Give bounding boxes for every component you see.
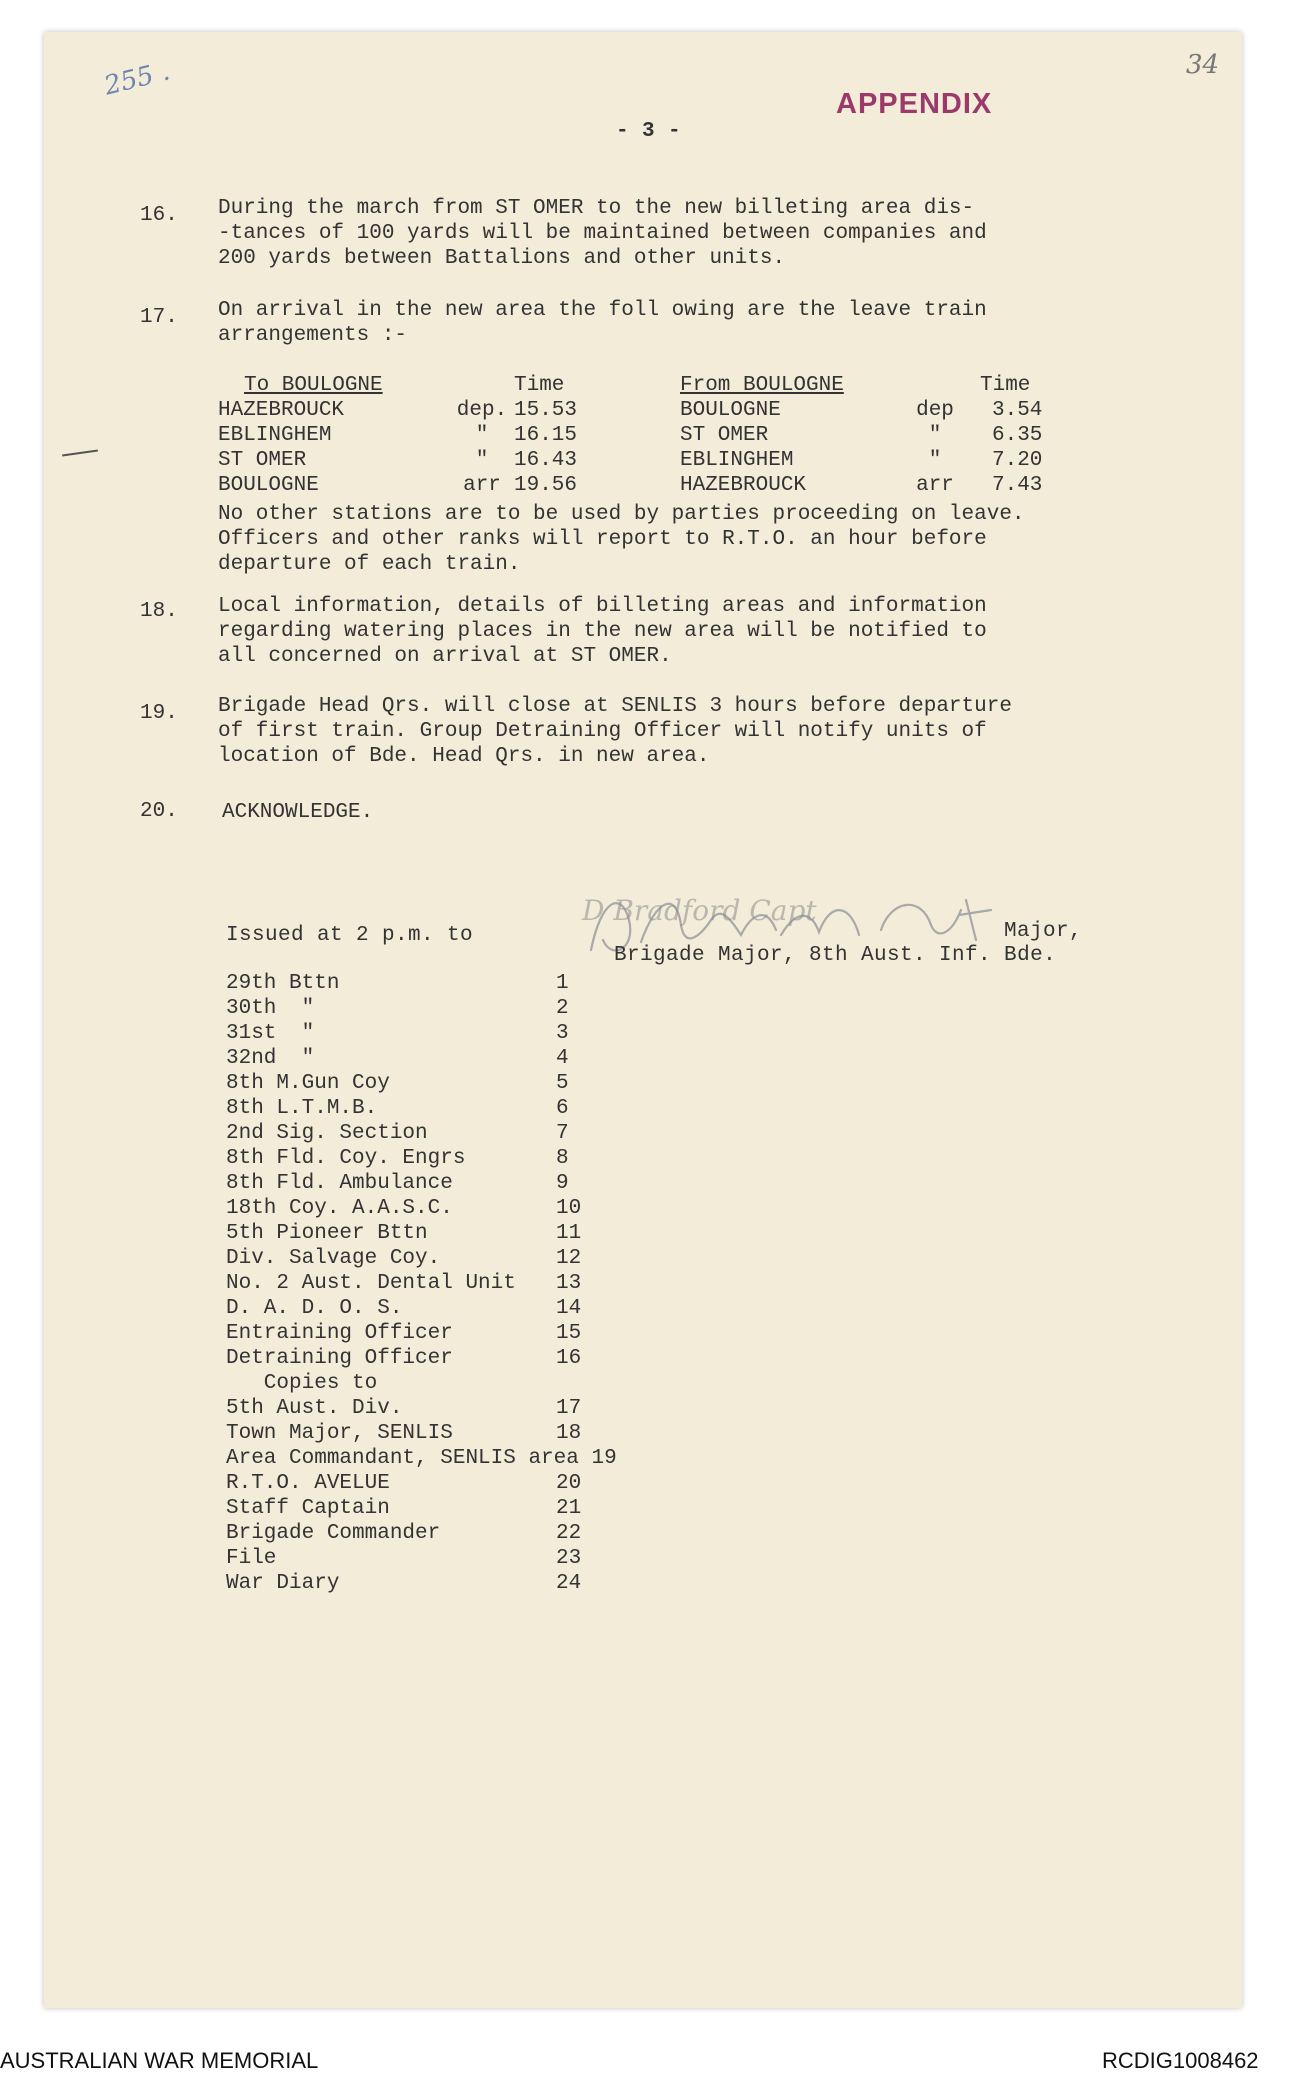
copy-number: 14 [556, 1297, 582, 1320]
paragraph-19 [218, 694, 1012, 769]
from-boulogne-header: From BOULOGNE [680, 374, 844, 397]
paragraph-number: 20. [140, 800, 178, 823]
timetable-header-row [680, 374, 1080, 399]
page-number: - 3 - [616, 120, 682, 143]
station: ST OMER [680, 424, 769, 447]
timetable-row [680, 474, 1080, 499]
addressee: D. A. D. O. S. [226, 1297, 403, 1320]
dep-arr-mark: arr [463, 474, 501, 497]
addressee: 29th Bttn [226, 972, 340, 995]
timetable-row [218, 474, 624, 499]
copy-number: 18 [556, 1422, 582, 1445]
distribution-row [226, 1322, 617, 1347]
copy-number: 4 [556, 1047, 569, 1070]
distribution-row [226, 1072, 617, 1097]
addressee: 30th " [226, 997, 315, 1020]
paragraph-17 [218, 298, 987, 348]
addressee: 8th Fld. Ambulance [226, 1172, 453, 1195]
paragraph-number: 17. [140, 306, 178, 329]
addressee: Div. Salvage Coy. [226, 1247, 441, 1270]
paragraph-number: 16. [140, 204, 178, 227]
copy-number: 3 [556, 1022, 569, 1045]
distribution-row [226, 1447, 617, 1472]
addressee: War Diary [226, 1572, 340, 1595]
timetable-row [218, 399, 624, 424]
dep-arr-mark: arr [916, 474, 954, 497]
addressee: Entraining Officer [226, 1322, 453, 1345]
timetable-row [218, 424, 624, 449]
copy-number: 12 [556, 1247, 582, 1270]
copy-number: 7 [556, 1122, 569, 1145]
paragraph-line: Brigade Head Qrs. will close at SENLIS 3 hours before departure [218, 695, 1012, 718]
paragraph-20 [222, 800, 373, 825]
paragraph-line: 200 yards between Battalions and other units. [218, 247, 786, 270]
distribution-row [226, 1272, 617, 1297]
copy-number: 19 [591, 1447, 617, 1470]
addressee: 5th Aust. Div. [226, 1397, 403, 1420]
distribution-row [226, 1247, 617, 1272]
copy-number: 21 [556, 1497, 582, 1520]
dep-arr-mark: dep. [456, 399, 508, 422]
paragraph-line: of first train. Group Detraining Officer will notify units of [218, 720, 987, 743]
distribution-row [226, 1122, 617, 1147]
to-boulogne-header: To BOULOGNE [244, 374, 383, 397]
distribution-row [226, 1497, 617, 1522]
issued-line: Issued at 2 p.m. to [226, 924, 474, 947]
dep-arr-mark: " [475, 424, 489, 447]
train-time: 7.20 [992, 449, 1043, 472]
paragraph-line: ACKNOWLEDGE. [222, 801, 374, 824]
addressee: R.T.O. AVELUE [226, 1472, 390, 1495]
paragraph-number: 18. [140, 600, 178, 623]
train-time: 16.15 [514, 424, 578, 447]
paragraph-line: regarding watering places in the new area will be notified to [218, 620, 987, 643]
addressee: 31st " [226, 1022, 315, 1045]
addressee: File [226, 1547, 277, 1570]
copy-number: 22 [556, 1522, 582, 1545]
copy-number: 8 [556, 1147, 569, 1170]
timetable-header-row [218, 374, 624, 399]
time-header: Time [514, 374, 565, 397]
copy-number: 16 [556, 1347, 582, 1370]
distribution-row [226, 1547, 617, 1572]
copy-number: 10 [556, 1197, 582, 1220]
paragraph-line: arrangements :- [218, 324, 408, 347]
time-header: Time [980, 374, 1031, 397]
distribution-row [226, 1197, 617, 1222]
distribution-row [226, 972, 617, 997]
folio-handwritten: 255 . [101, 56, 173, 102]
station: BOULOGNE [680, 399, 781, 422]
signatory-rank: Major, [1004, 920, 1083, 943]
copy-number: 5 [556, 1072, 569, 1095]
distribution-row [226, 1147, 617, 1172]
paragraph-line: Local information, details of billeting areas and information [218, 595, 987, 618]
addressee: 32nd " [226, 1047, 315, 1070]
dep-arr-mark: " [928, 449, 942, 472]
paragraph-line: all concerned on arrival at ST OMER. [218, 645, 672, 668]
copy-number: 2 [556, 997, 569, 1020]
train-time: 16.43 [514, 449, 578, 472]
distribution-list [226, 972, 617, 1597]
paragraph-line: No other stations are to be used by parties proceeding on leave. [218, 503, 1025, 526]
paragraph-line: On arrival in the new area the foll owing are the leave train [218, 299, 987, 322]
copy-number: 9 [556, 1172, 569, 1195]
timetable-row [680, 399, 1080, 424]
timetable-row [680, 424, 1080, 449]
paragraph-line: During the march from ST OMER to the new billeting area dis- [218, 197, 975, 220]
distribution-row [226, 1397, 617, 1422]
distribution-row [226, 1422, 617, 1447]
timetable-to-boulogne [218, 374, 624, 499]
copy-number: 6 [556, 1097, 569, 1120]
station: ST OMER [218, 449, 307, 472]
addressee: Detraining Officer [226, 1347, 453, 1370]
distribution-row [226, 1572, 617, 1597]
addressee: 18th Coy. A.A.S.C. [226, 1197, 453, 1220]
copy-number: 1 [556, 972, 569, 995]
dep-arr-mark: " [928, 424, 942, 447]
distribution-row [226, 1022, 617, 1047]
folio-corner-number: 34 [1186, 50, 1220, 80]
timetable-row [680, 449, 1080, 474]
addressee: 8th M.Gun Coy [226, 1072, 390, 1095]
station: EBLINGHEM [680, 449, 794, 472]
paragraph-line: -tances of 100 yards will be maintained between companies and [218, 222, 987, 245]
distribution-row [226, 1097, 617, 1122]
addressee: 2nd Sig. Section [226, 1122, 428, 1145]
distribution-row [226, 1372, 617, 1397]
paragraph-18 [218, 594, 987, 669]
timetable-from-boulogne [680, 374, 1080, 499]
station: EBLINGHEM [218, 424, 332, 447]
copy-number: 15 [556, 1322, 582, 1345]
signature-text: D Bradford Capt [582, 894, 817, 927]
signatory-title: Brigade Major, 8th Aust. Inf. Bde. [614, 944, 1057, 967]
timetable-note [218, 502, 1025, 577]
copy-number: 24 [556, 1572, 582, 1595]
copy-number: 23 [556, 1547, 582, 1570]
paragraph-line: departure of each train. [218, 553, 521, 576]
distribution-row [226, 1172, 617, 1197]
distribution-row [226, 1297, 617, 1322]
dep-arr-mark: " [475, 449, 489, 472]
paragraph-16 [218, 196, 987, 271]
distribution-row [226, 1347, 617, 1372]
station: HAZEBROUCK [218, 399, 345, 422]
copies-to-heading: Copies to [226, 1372, 378, 1395]
station: HAZEBROUCK [680, 474, 807, 497]
train-time: 7.43 [992, 474, 1043, 497]
copy-number [556, 1372, 617, 1397]
distribution-row [226, 997, 617, 1022]
train-time: 3.54 [992, 399, 1043, 422]
paragraph-line: location of Bde. Head Qrs. in new area. [218, 745, 710, 768]
distribution-row [226, 1222, 617, 1247]
footer-record-id: RCDIG1008462 [1102, 2048, 1259, 2073]
distribution-row [226, 1472, 617, 1497]
dep-arr-mark: dep [916, 399, 954, 422]
distribution-row [226, 1522, 617, 1547]
train-time: 19.56 [514, 474, 578, 497]
station: BOULOGNE [218, 474, 319, 497]
footer-credit: AUSTRALIAN WAR MEMORIAL [0, 2048, 319, 2073]
distribution-row [226, 1047, 617, 1072]
paragraph-number: 19. [140, 702, 178, 725]
copy-number: 11 [556, 1222, 582, 1245]
addressee: Area Commandant, SENLIS area [226, 1447, 579, 1470]
train-time: 15.53 [514, 399, 578, 422]
addressee-with-copy [226, 1447, 617, 1472]
paragraph-line: Officers and other ranks will report to R.T.O. an hour before [218, 528, 987, 551]
timetable-row [218, 449, 624, 474]
addressee: Staff Captain [226, 1497, 390, 1520]
addressee: Brigade Commander [226, 1522, 441, 1545]
addressee: Town Major, SENLIS [226, 1422, 453, 1445]
addressee: 8th L.T.M.B. [226, 1097, 378, 1120]
copy-number: 13 [556, 1272, 582, 1295]
train-time: 6.35 [992, 424, 1043, 447]
handwritten-signature [562, 862, 1021, 993]
addressee: No. 2 Aust. Dental Unit [226, 1272, 516, 1295]
addressee: 8th Fld. Coy. Engrs [226, 1147, 466, 1170]
copy-number: 17 [556, 1397, 582, 1420]
copy-number: 20 [556, 1472, 582, 1495]
addressee: 5th Pioneer Bttn [226, 1222, 428, 1245]
appendix-stamp: APPENDIX [836, 88, 993, 120]
